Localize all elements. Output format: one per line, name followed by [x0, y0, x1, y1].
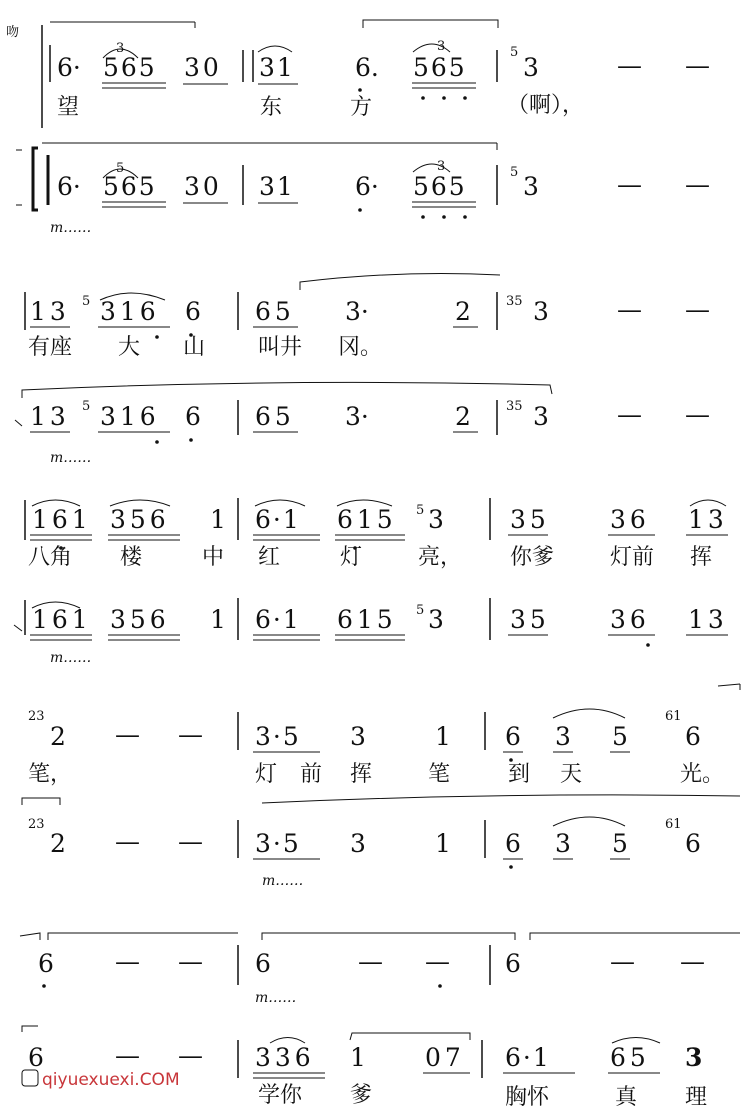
octave-dot: [463, 215, 467, 219]
dash: —: [610, 947, 635, 976]
lyric: 望: [57, 95, 80, 120]
octave-dot: [438, 984, 442, 988]
slur: [530, 933, 740, 940]
grace-note: 35: [506, 399, 523, 414]
slur: [22, 382, 552, 398]
note-group: 161: [32, 605, 92, 634]
score-line-1: [50, 20, 710, 120]
octave-dot: [421, 96, 425, 100]
note: 3: [533, 297, 549, 326]
score-line-2: [42, 143, 710, 236]
note-group: 565: [413, 53, 467, 82]
dash: —: [680, 947, 705, 976]
note: 2: [50, 829, 66, 858]
note: 6: [685, 722, 701, 751]
dash: —: [115, 827, 140, 856]
octave-dot: [421, 215, 425, 219]
dash: —: [178, 827, 203, 856]
note: 6: [38, 949, 54, 978]
note: 6: [28, 1043, 44, 1072]
grace-note: 3: [437, 159, 446, 174]
note: 3: [555, 829, 571, 858]
note: 6·: [57, 172, 81, 201]
lyric: 笔: [428, 762, 451, 787]
note: 6: [505, 829, 521, 858]
note: 2: [455, 297, 471, 326]
lyric: 八角: [28, 545, 73, 570]
note: 5: [612, 722, 628, 751]
octave-dot: [463, 96, 467, 100]
score-line-3: [25, 274, 710, 360]
section-mark: m……: [262, 873, 304, 889]
margin-fragment: 吻: [6, 25, 20, 40]
lyric: 挥: [690, 545, 713, 570]
lyric: 亮，: [418, 545, 463, 570]
note-group: 35: [510, 505, 550, 534]
section-mark: m……: [50, 450, 92, 466]
grace-note: 5: [510, 165, 519, 180]
dash: —: [425, 947, 450, 976]
tie: [258, 46, 292, 52]
grace-note: 23: [28, 709, 45, 724]
note-group: 356: [110, 505, 170, 534]
note: 6·: [57, 53, 81, 82]
note-group: 31: [259, 53, 295, 82]
dash: —: [685, 400, 710, 429]
lyric: 山: [183, 335, 206, 360]
lyric: 冈。: [338, 335, 383, 360]
dash: —: [178, 1041, 203, 1070]
lyric: 你爹: [510, 545, 555, 570]
tie: [553, 709, 625, 718]
lyric: 胸怀: [505, 1085, 550, 1110]
note: 3: [523, 53, 539, 82]
dash: —: [685, 51, 710, 80]
slur: [363, 20, 498, 28]
octave-dot: [442, 96, 446, 100]
note: 6.: [355, 53, 379, 82]
octave-dot: [155, 335, 159, 339]
slur: [262, 795, 740, 803]
lyric: 东: [260, 95, 283, 120]
dash: —: [617, 170, 642, 199]
note: 6: [505, 949, 521, 978]
slur: [22, 1026, 38, 1032]
grace-note: 61: [665, 709, 682, 724]
lyric: 楼: [120, 545, 143, 570]
lyric: 挥: [350, 762, 373, 787]
section-mark: m……: [50, 220, 92, 236]
grace-note: 35: [506, 294, 523, 309]
lyric: 灯: [255, 762, 278, 787]
lyric: 叫井: [258, 335, 303, 360]
dash: —: [178, 720, 203, 749]
note-group: 6·1: [505, 1043, 551, 1072]
margin-fragment: [14, 625, 22, 631]
watermark-logo-icon: [22, 1070, 38, 1086]
note-group: 336: [255, 1043, 315, 1072]
grace-note: 5: [82, 294, 91, 309]
score-line-9: [20, 933, 740, 1006]
score-line-6: [14, 598, 728, 666]
note-group: 65: [255, 297, 295, 326]
lyric: 理: [685, 1085, 708, 1110]
grace-note: 5: [416, 503, 425, 518]
score-line-5: [25, 498, 728, 570]
note: 5: [612, 829, 628, 858]
note-group: 565: [103, 53, 157, 82]
note: 6·: [355, 172, 379, 201]
note: 3: [523, 172, 539, 201]
octave-dot: [509, 865, 513, 869]
note: 6: [185, 402, 201, 431]
note-group: 565: [413, 172, 467, 201]
dash: —: [115, 947, 140, 976]
note: 3: [350, 829, 366, 858]
note-group: 65: [255, 402, 295, 431]
dash: —: [178, 947, 203, 976]
note: 1: [210, 605, 226, 634]
dash: —: [115, 720, 140, 749]
slur: [350, 1033, 470, 1040]
note: 2: [455, 402, 471, 431]
score-line-10: [22, 1026, 707, 1110]
note-group: 356: [110, 605, 170, 634]
lyric: 前: [300, 762, 323, 787]
grace-note: 3: [437, 39, 446, 54]
margin-fragment: [15, 420, 22, 426]
lyric: 爹: [350, 1083, 373, 1108]
octave-dot: [155, 440, 159, 444]
dash: —: [358, 947, 383, 976]
note: 6: [185, 297, 201, 326]
note-group: 31: [259, 172, 295, 201]
octave-dot: [646, 643, 650, 647]
note-group: 36: [610, 605, 650, 634]
note: 2: [50, 722, 66, 751]
octave-dot: [189, 438, 193, 442]
lyric: （啊），: [507, 93, 585, 118]
note: 3: [350, 722, 366, 751]
watermark-text: qiyuexuexi.COM: [42, 1070, 180, 1090]
octave-dot: [358, 88, 362, 92]
system-bracket: [33, 148, 38, 210]
score-line-7: [28, 684, 740, 787]
note-group: 13: [688, 505, 728, 534]
dash: —: [617, 400, 642, 429]
note: 3·: [345, 402, 369, 431]
note: 3·: [345, 297, 369, 326]
note: 6: [685, 829, 701, 858]
note-group: 65: [610, 1043, 650, 1072]
octave-dot: [442, 215, 446, 219]
dash: —: [617, 295, 642, 324]
note: 6: [505, 722, 521, 751]
lyric: 灯: [340, 545, 363, 570]
note: 3: [533, 402, 549, 431]
note: 1: [435, 722, 451, 751]
slur: [48, 933, 238, 940]
note-group: 3·5: [255, 722, 301, 751]
note: 1: [350, 1043, 366, 1072]
section-mark: m……: [50, 650, 92, 666]
lyric: 笔，: [28, 762, 73, 787]
dash: —: [685, 170, 710, 199]
note-group: 35: [510, 605, 550, 634]
note-group: 565: [103, 172, 157, 201]
lyric: 光。: [680, 762, 725, 787]
slur: [20, 933, 40, 940]
lyric: 红: [258, 545, 281, 570]
lyric: 有座: [28, 335, 73, 360]
note-group: 07: [425, 1043, 465, 1072]
note-group: 6·1: [255, 605, 301, 634]
note-group: 615: [337, 505, 397, 534]
note-group: 13: [30, 402, 70, 431]
octave-dot: [358, 208, 362, 212]
note-group: 615: [337, 605, 397, 634]
note: 1: [210, 505, 226, 534]
dash: —: [115, 1041, 140, 1070]
lyric: 大: [118, 335, 141, 360]
note-group: 6·1: [255, 505, 301, 534]
section-mark: m……: [255, 990, 297, 1006]
score-line-4: [15, 382, 710, 466]
note-group: 161: [32, 505, 92, 534]
lyric: 天: [560, 762, 583, 787]
lyric: 灯前: [610, 545, 655, 570]
dash: —: [617, 51, 642, 80]
slur: [718, 684, 740, 686]
site-watermark: [22, 1070, 180, 1090]
note: 3: [685, 1043, 703, 1072]
lyric: 中: [202, 545, 225, 570]
grace-note: 5: [510, 45, 519, 60]
grace-note: 61: [665, 817, 682, 832]
note-group: 3·5: [255, 829, 301, 858]
note: 3: [428, 605, 444, 634]
lyric: 方: [350, 95, 373, 120]
lyric: 到: [508, 762, 531, 787]
note: 3: [428, 505, 444, 534]
score-line-8: [22, 795, 740, 889]
note: 3: [555, 722, 571, 751]
tie: [553, 817, 625, 826]
grace-note: 5: [416, 603, 425, 618]
note-group: 316: [100, 402, 160, 431]
grace-note: 5: [82, 399, 91, 414]
slur: [22, 798, 60, 805]
note: 30: [184, 172, 222, 201]
note: 6: [255, 949, 271, 978]
note-group: 13: [30, 297, 70, 326]
slur: [262, 933, 515, 940]
lyric: 学你: [258, 1083, 303, 1108]
octave-dot: [42, 984, 46, 988]
grace-note: 5: [116, 161, 125, 176]
note-group: 36: [610, 505, 650, 534]
note: 1: [435, 829, 451, 858]
note-group: 316: [100, 297, 160, 326]
note: 30: [184, 53, 222, 82]
dash: —: [685, 295, 710, 324]
slur: [300, 274, 500, 290]
note-group: 13: [688, 605, 728, 634]
lyric: 真: [615, 1085, 638, 1110]
grace-note: 23: [28, 817, 45, 832]
grace-note: 3: [116, 41, 125, 56]
